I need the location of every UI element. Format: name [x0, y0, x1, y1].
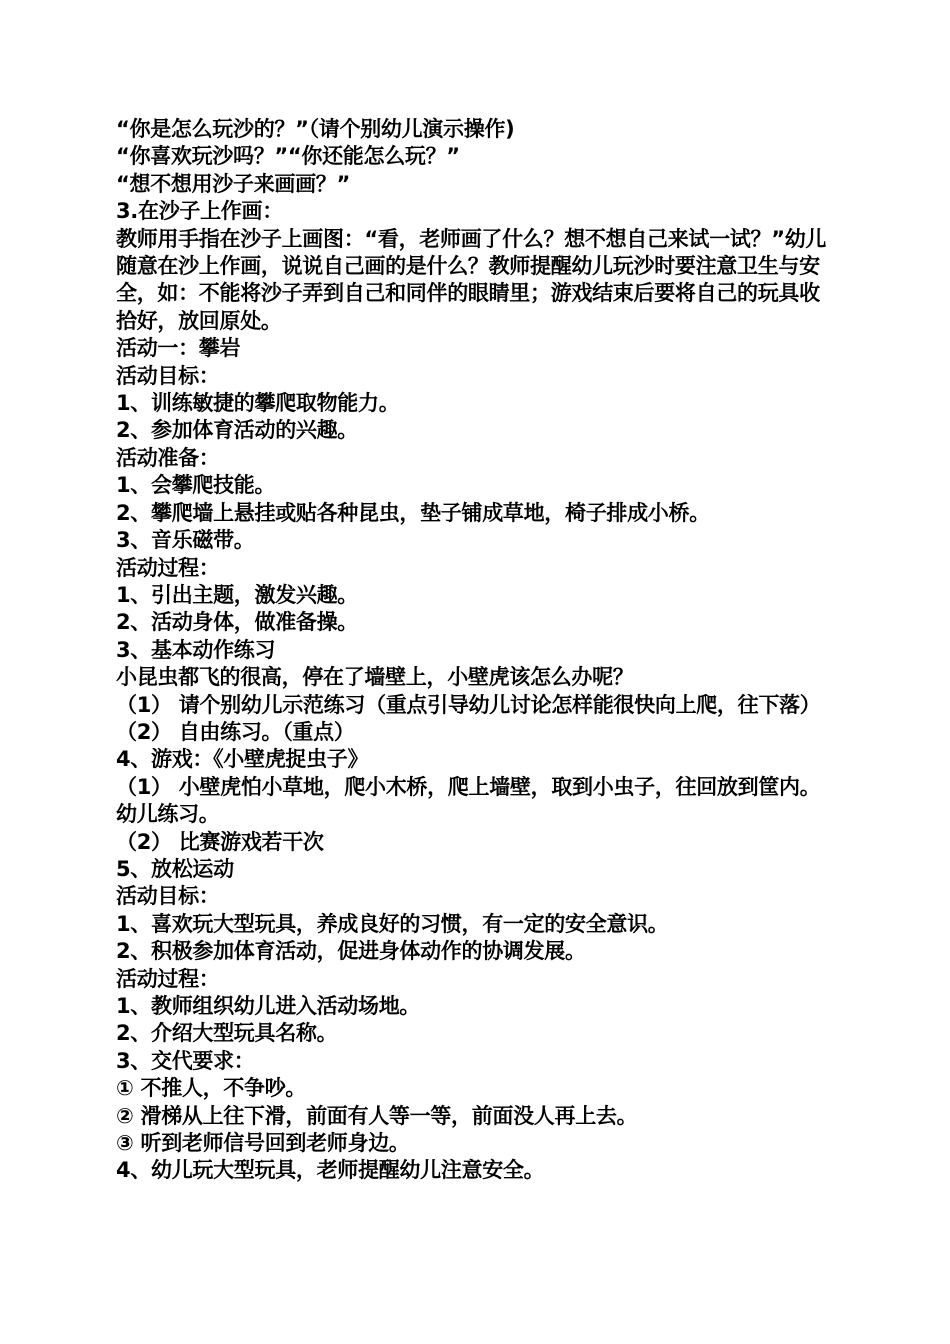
text-line: “你喜欢玩沙吗？”“你还能怎么玩？” — [116, 144, 460, 169]
text-line: “想不想用沙子来画画？” — [116, 171, 351, 196]
text-line: 1、教师组织幼儿进入活动场地。 — [116, 994, 421, 1018]
text-line: 1、会攀爬技能。 — [116, 473, 276, 498]
text-line: 3、基本动作练习 — [116, 637, 276, 662]
text-line: 活动目标： — [116, 363, 220, 388]
document-body — [116, 116, 836, 1185]
text-line: 2、攀爬墙上悬挂或贴各种昆虫，垫子铺成草地，椅子排成小桥。 — [116, 500, 710, 525]
text-line: （1） 请个别幼儿示范练习（重点引导幼儿讨论怎样能很快向上爬，往下落） — [116, 692, 821, 717]
text-line: ② 滑梯从上往下滑，前面有人等一等，前面没人再上去。 — [116, 1103, 638, 1128]
text-line: 3、交代要求： — [116, 1048, 255, 1073]
text-line: 1、喜欢玩大型玩具，养成良好的习惯，有一定的安全意识。 — [116, 911, 669, 936]
text-line: 3、音乐磁带。 — [116, 528, 255, 553]
text-line: 活动过程： — [116, 555, 220, 580]
text-line: （2） 自由练习。（重点） — [116, 719, 355, 744]
text-line: 5、放松运动 — [116, 856, 234, 881]
text-line: 2、参加体育活动的兴趣。 — [116, 418, 359, 443]
text-line: （1） 小壁虎怕小草地，爬小木桥，爬上墙壁，取到小虫子，往回放到筐内。幼儿练习。 — [116, 774, 821, 827]
text-line: 1、训练敏捷的攀爬取物能力。 — [116, 391, 400, 416]
text-line: 教师用手指在沙子上画图：“看，老师画了什么？想不想自己来试一试？”幼儿随意在沙上作画，说说自己画的是什么？教师提醒幼儿玩沙时要注意卫生与安全，如：不能将沙子弄到自己和同伴的眼睛里；游戏结束后要将自己的玩具收拾好，放回原处。 — [116, 226, 827, 333]
text-line: 4、幼儿玩大型玩具，老师提醒幼儿注意安全。 — [116, 1158, 545, 1183]
text-line: ① 不推人，不争吵。 — [116, 1076, 307, 1101]
text-line: 3.在沙子上作画： — [116, 199, 283, 224]
text-line: 活动过程： — [116, 966, 220, 991]
text-line: 活动一：攀岩 — [116, 336, 241, 361]
text-line: ③ 听到老师信号回到老师身边。 — [116, 1131, 410, 1156]
text-line: 小昆虫都飞的很高，停在了墙壁上，小壁虎该怎么办呢？ — [116, 665, 634, 690]
text-line: 2、积极参加体育活动，促进身体动作的协调发展。 — [116, 939, 586, 964]
text-line: 活动准备： — [116, 445, 220, 470]
text-line: 活动目标： — [116, 884, 220, 909]
text-line: 4、游戏：《小壁虎捉虫子》 — [116, 747, 369, 772]
text-line: （2） 比赛游戏若干次 — [116, 829, 324, 854]
text-line: 2、活动身体，做准备操。 — [116, 610, 359, 635]
text-line: 1、引出主题，激发兴趣。 — [116, 582, 359, 607]
text-line: “你是怎么玩沙的？”（请个别幼儿演示操作) — [116, 117, 515, 141]
text-line: 2、介绍大型玩具名称。 — [116, 1021, 338, 1046]
